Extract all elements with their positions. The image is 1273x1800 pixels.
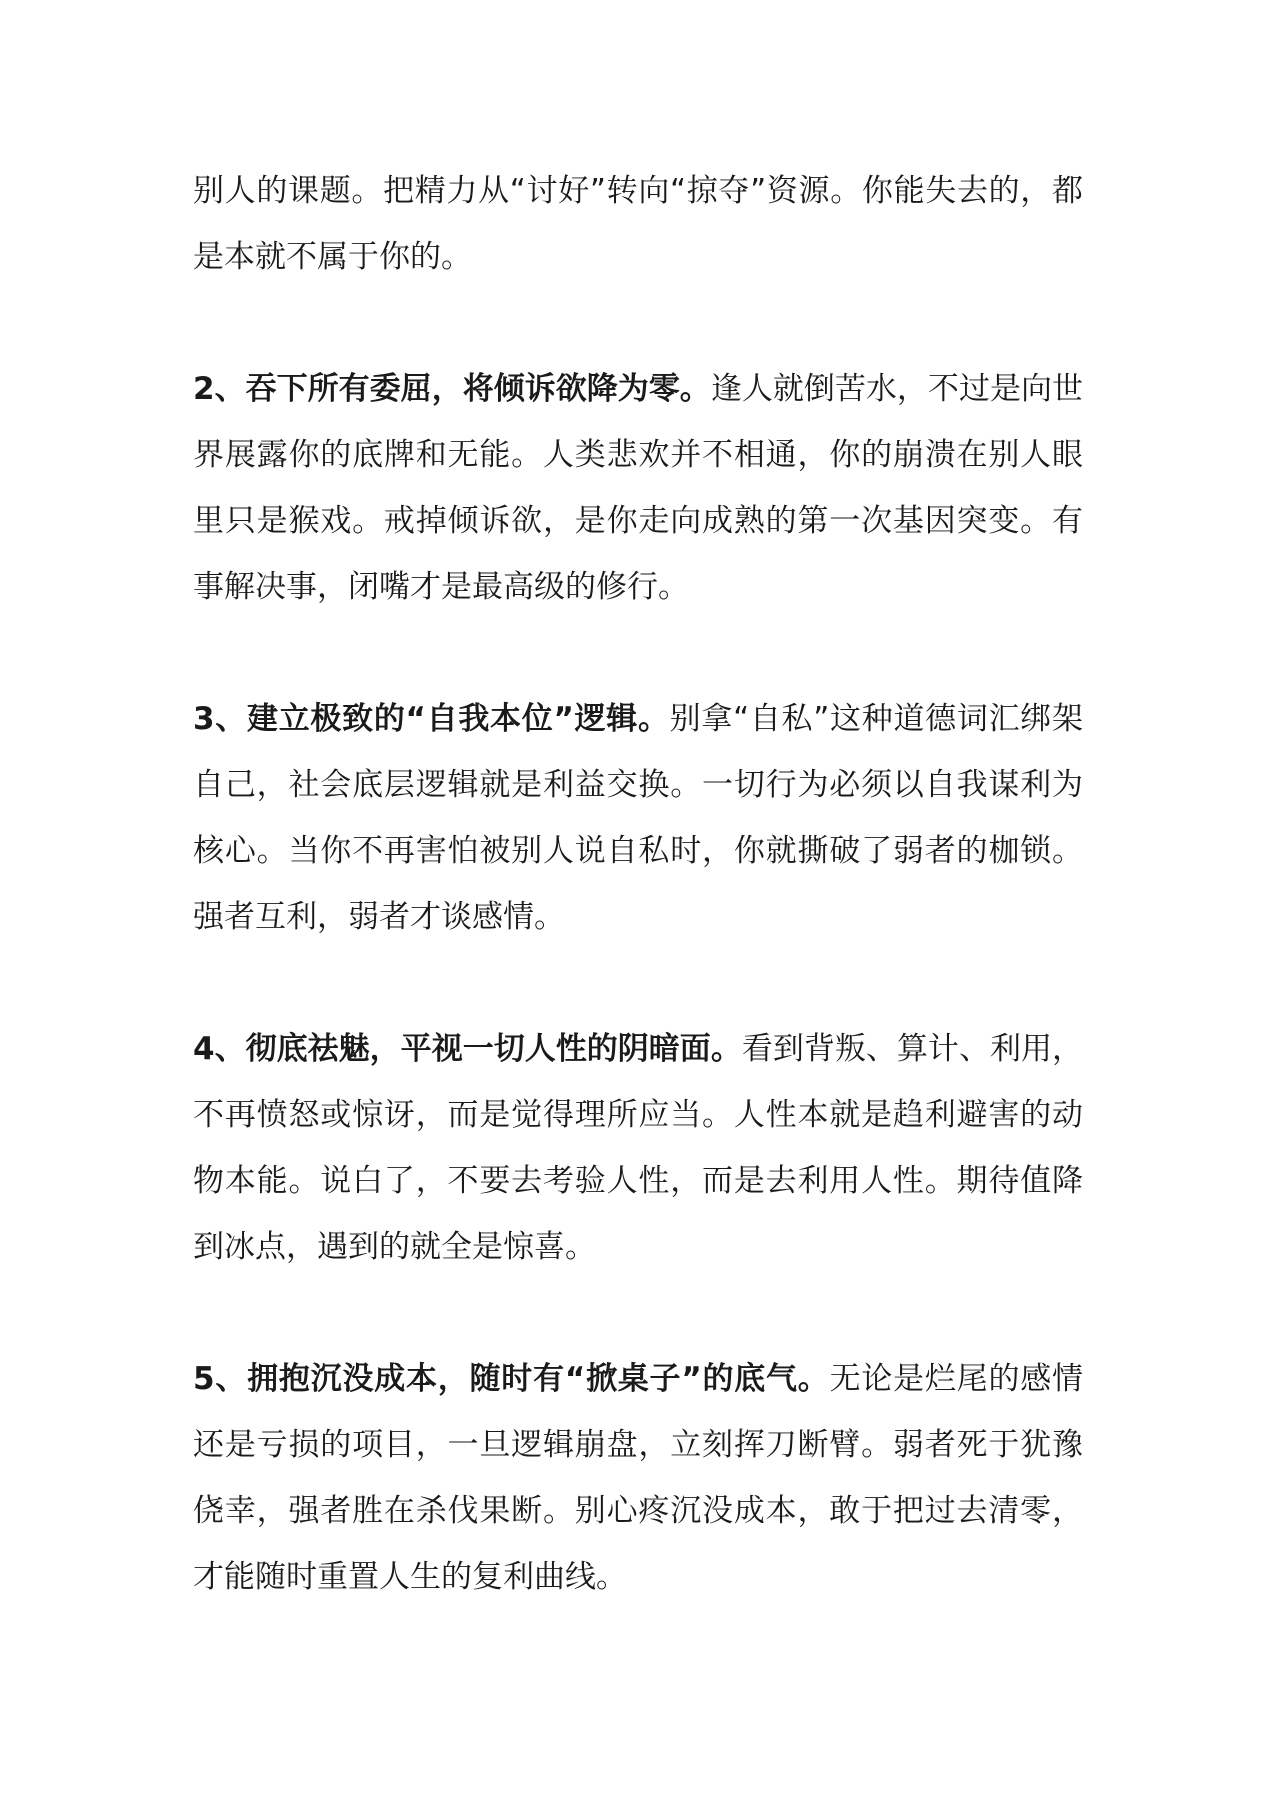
paragraph-heading: 5、拥抱沉没成本，随时有“掀桌子”的底气。 bbox=[193, 1361, 830, 1397]
paragraph-text: 看到背叛、算计、利用，不再愤怒或惊讶，而是觉得理所应当。人性本就是趋利避害的动物本能。说白了，不要去考验人性，而是去利用人性。期待值降到冰点，遇到的就全是惊喜。 bbox=[193, 1031, 1083, 1265]
paragraph-heading: 4、彻底祛魅，平视一切人性的阴暗面。 bbox=[193, 1031, 742, 1067]
paragraph-text: 别拿“自私”这种道德词汇绑架自己，社会底层逻辑就是利益交换。一切行为必须以自我谋利为核心。当你不再害怕被别人说自私时，你就撕破了弱者的枷锁。强者互利，弱者才谈感情。 bbox=[193, 701, 1083, 935]
paragraph-3 bbox=[193, 686, 1083, 950]
paragraph-heading: 3、建立极致的“自我本位”逻辑。 bbox=[193, 701, 670, 737]
paragraph-4 bbox=[193, 1016, 1083, 1280]
paragraph-text: 无论是烂尾的感情还是亏损的项目，一旦逻辑崩盘，立刻挥刀断臂。弱者死于犹豫侥幸，强者胜在杀伐果断。别心疼沉没成本，敢于把过去清零，才能随时重置人生的复利曲线。 bbox=[193, 1361, 1083, 1595]
paragraph-heading: 2、吞下所有委屈，将倾诉欲降为零。 bbox=[193, 371, 711, 407]
paragraph-1 bbox=[193, 158, 1083, 290]
paragraph-text: 别人的课题。把精力从“讨好”转向“掠夺”资源。你能失去的，都是本就不属于你的。 bbox=[193, 173, 1083, 275]
paragraph-5 bbox=[193, 1346, 1083, 1610]
paragraph-2 bbox=[193, 356, 1083, 620]
paragraph-text: 逢人就倒苦水，不过是向世界展露你的底牌和无能。人类悲欢并不相通，你的崩溃在别人眼里只是猴戏。戒掉倾诉欲，是你走向成熟的第一次基因突变。有事解决事，闭嘴才是最高级的修行。 bbox=[193, 371, 1083, 605]
document-body bbox=[193, 158, 1083, 1676]
